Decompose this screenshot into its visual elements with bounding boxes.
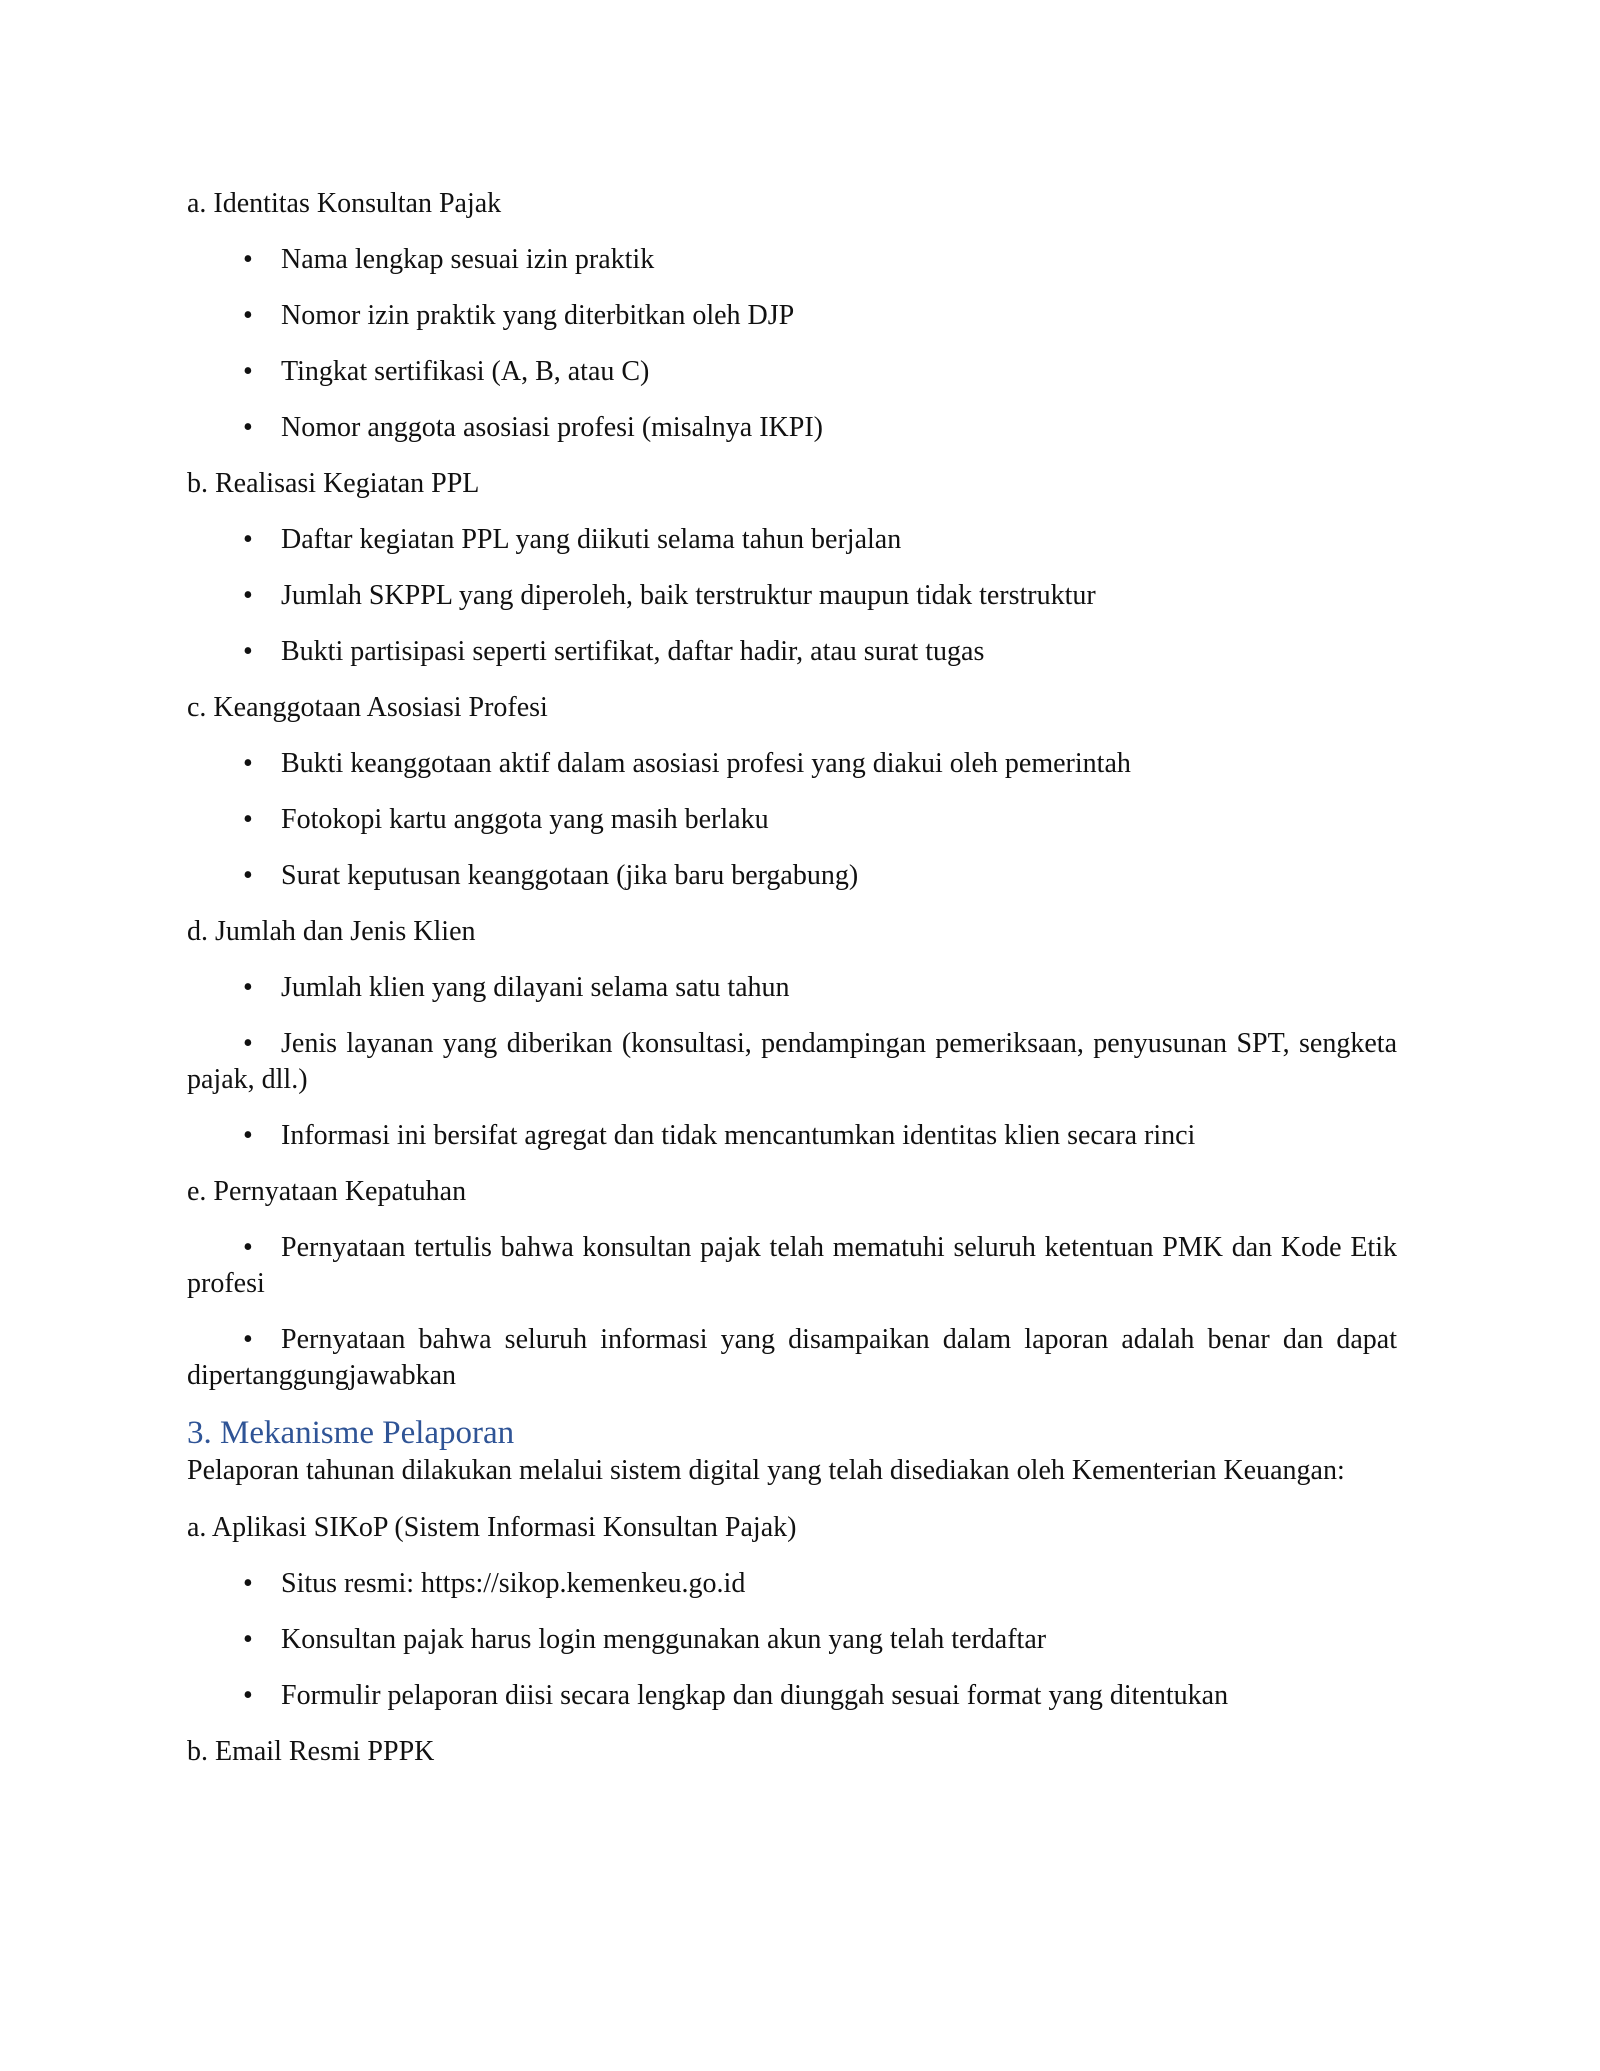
list-item: • Pernyataan tertulis bahwa konsultan pajak telah mematuhi seluruh ketentuan PMK dan Kode Etik profesi	[187, 1232, 1397, 1299]
bullet-icon: •	[243, 748, 253, 779]
list-item: • Jenis layanan yang diberikan (konsultasi, pendampingan pemeriksaan, penyusunan SPT, sengketa pajak, dll.)	[187, 1028, 1397, 1095]
bullet-icon: •	[243, 1324, 253, 1355]
subsection-title-e: e. Pernyataan Kepatuhan	[187, 1176, 467, 1207]
bullet-icon: •	[243, 300, 253, 331]
subsection-title-sikop: a. Aplikasi SIKoP (Sistem Informasi Konsultan Pajak)	[187, 1512, 797, 1543]
subsection-title-d: d. Jumlah dan Jenis Klien	[187, 916, 476, 947]
bullet-icon: •	[243, 972, 253, 1003]
bullet-icon: •	[243, 524, 253, 555]
bullet-icon: •	[243, 804, 253, 835]
bullet-icon: •	[243, 580, 253, 611]
subsection-title-a: a. Identitas Konsultan Pajak	[187, 188, 502, 219]
section-heading: 3. Mekanisme Pelaporan	[187, 1415, 515, 1451]
bullet-icon: •	[243, 1624, 253, 1655]
bullet-icon: •	[243, 356, 253, 387]
bullet-icon: •	[243, 1028, 253, 1059]
bullet-icon: •	[243, 1680, 253, 1711]
bullet-icon: •	[243, 244, 253, 275]
section-intro: Pelaporan tahunan dilakukan melalui sistem digital yang telah disediakan oleh Kementerian Keuangan:	[187, 1455, 1345, 1486]
list-item: • Pernyataan bahwa seluruh informasi yang disampaikan dalam laporan adalah benar dan dapat dipertanggungjawabkan	[187, 1324, 1397, 1391]
bullet-icon: •	[243, 1232, 253, 1263]
bullet-icon: •	[243, 636, 253, 667]
subsection-title-email: b. Email Resmi PPPK	[187, 1736, 435, 1767]
bullet-icon: •	[243, 1568, 253, 1599]
bullet-icon: •	[243, 1120, 253, 1151]
subsection-title-c: c. Keanggotaan Asosiasi Profesi	[187, 692, 548, 723]
bullet-icon: •	[243, 412, 253, 443]
subsection-title-b: b. Realisasi Kegiatan PPL	[187, 468, 480, 499]
bullet-icon: •	[243, 860, 253, 891]
